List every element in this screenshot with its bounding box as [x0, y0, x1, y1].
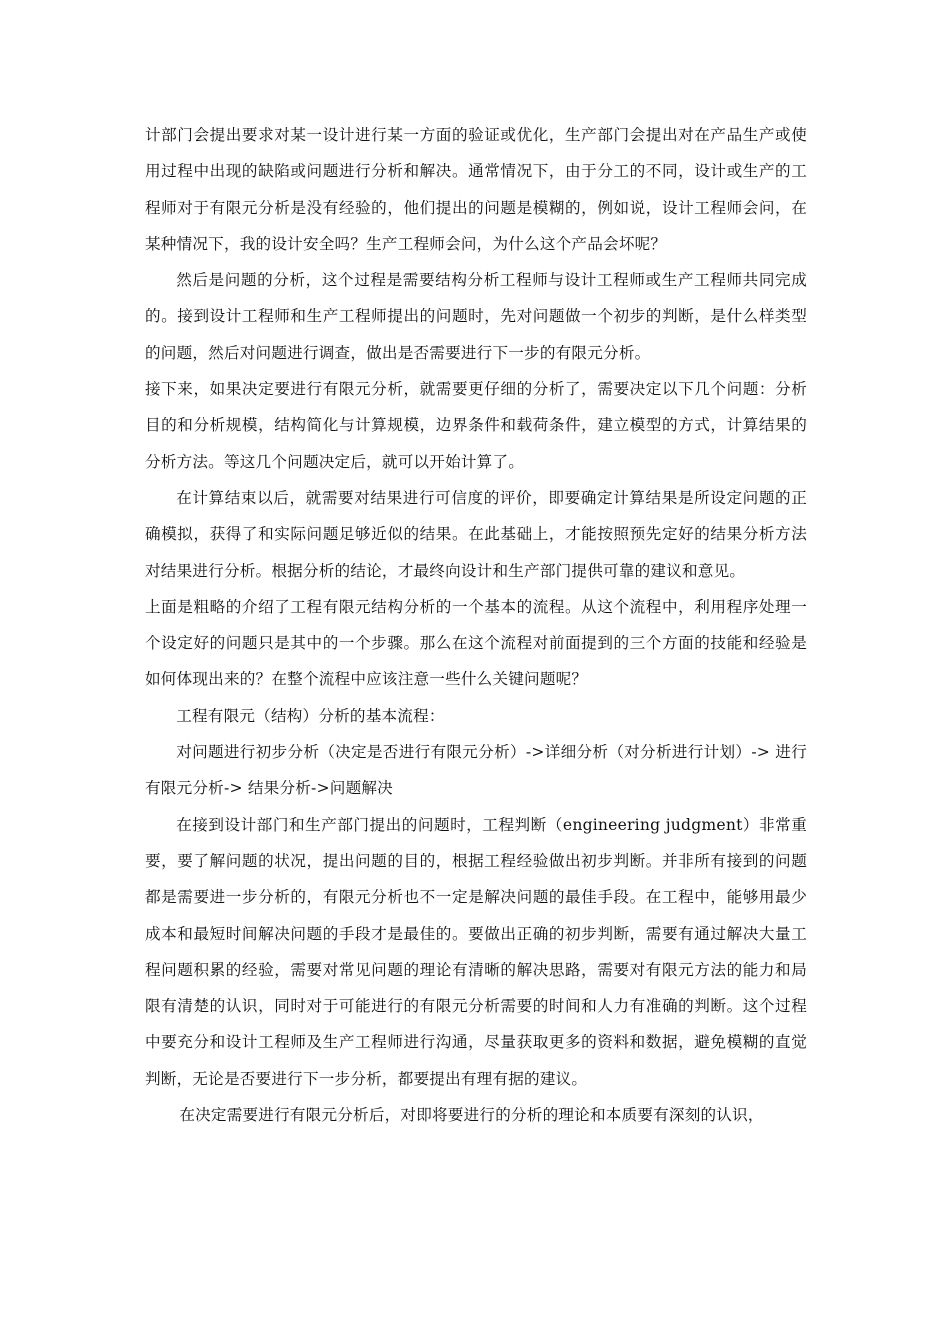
- paragraph-theory-understanding: 在决定需要进行有限元分析后，对即将要进行的分析的理论和本质要有深刻的认识，: [179, 1106, 764, 1125]
- paragraph-detailed-analysis: 接下来，如果决定要进行有限元分析，就需要更仔细的分析了，需要决定以下几个问题：分析目的和分析规模，结构简化与计算规模，边界条件和载荷条件，建立模型的方式，计算结果的分析方法。等这几个问题决定后，就可以开始计算了。: [145, 380, 807, 471]
- paragraph-flow-heading: 工程有限元（结构）分析的基本流程：: [176, 706, 445, 725]
- paragraph-process-summary: 上面是粗略的介绍了工程有限元结构分析的一个基本的流程。从这个流程中，利用程序处理一个设定好的问题只是其中的一个步骤。那么在这个流程对前面提到的三个方面的技能和经验是如何体现出来的？在整个流程中应该注意一些什么关键问题呢？: [145, 597, 807, 689]
- paragraph-result-evaluation: 在计算结束以后，就需要对结果进行可信度的评价，即要确定计算结果是所设定问题的正确模拟，获得了和实际问题足够近似的结果。在此基础上，才能按照预先定好的结果分析方法对结果进行分析。根据分析的结论，才最终向设计和生产部门提供可靠的建议和意见。: [145, 488, 807, 580]
- paragraph-problem-analysis: 然后是问题的分析，这个过程是需要结构分析工程师与设计工程师或生产工程师共同完成的。接到设计工程师和生产工程师提出的问题时，先对问题做一个初步的判断，是什么样类型的问题，然后对问题进行调查，做出是否需要进行下一步的有限元分析。: [145, 271, 807, 362]
- paragraph-flow-steps: 对问题进行初步分析（决定是否进行有限元分析）->详细分析（对分析进行计划）-> 进行有限元分析-> 结果分析->问题解决: [145, 743, 807, 798]
- paragraph-problem-source: 计部门会提出要求对某一设计进行某一方面的验证或优化，生产部门会提出对在产品生产或使用过程中出现的缺陷或问题进行分析和解决。通常情况下，由于分工的不同，设计或生产的工程师对于有限元分析是没有经验的，他们提出的问题是模糊的，例如说，设计工程师会问，在某种情况下，我的设计安全吗？生产工程师会问，为什么这个产品会坏呢？: [145, 126, 807, 253]
- document-page: [145, 117, 807, 1133]
- paragraph-engineering-judgment: 在接到设计部门和生产部门提出的问题时，工程判断（engineering judgment）非常重要，要了解问题的状况，提出问题的目的，根据工程经验做出初步判断。并非所有接到的问题都是需要进一步分析的，有限元分析也不一定是解决问题的最佳手段。在工程中，能够用最少成本和最短时间解决问题的手段才是最佳的。要做出正确的初步判断，需要有通过解决大量工程问题积累的经验，需要对常见问题的理论有清晰的解决思路，需要对有限元方法的能力和局限有清楚的认识，同时对于可能进行的有限元分析需要的时间和人力有准确的判断。这个过程中要充分和设计工程师及生产工程师进行沟通，尽量获取更多的资料和数据，避免模糊的直觉判断，无论是否要进行下一步分析，都要提出有理有据的建议。: [145, 815, 807, 1088]
